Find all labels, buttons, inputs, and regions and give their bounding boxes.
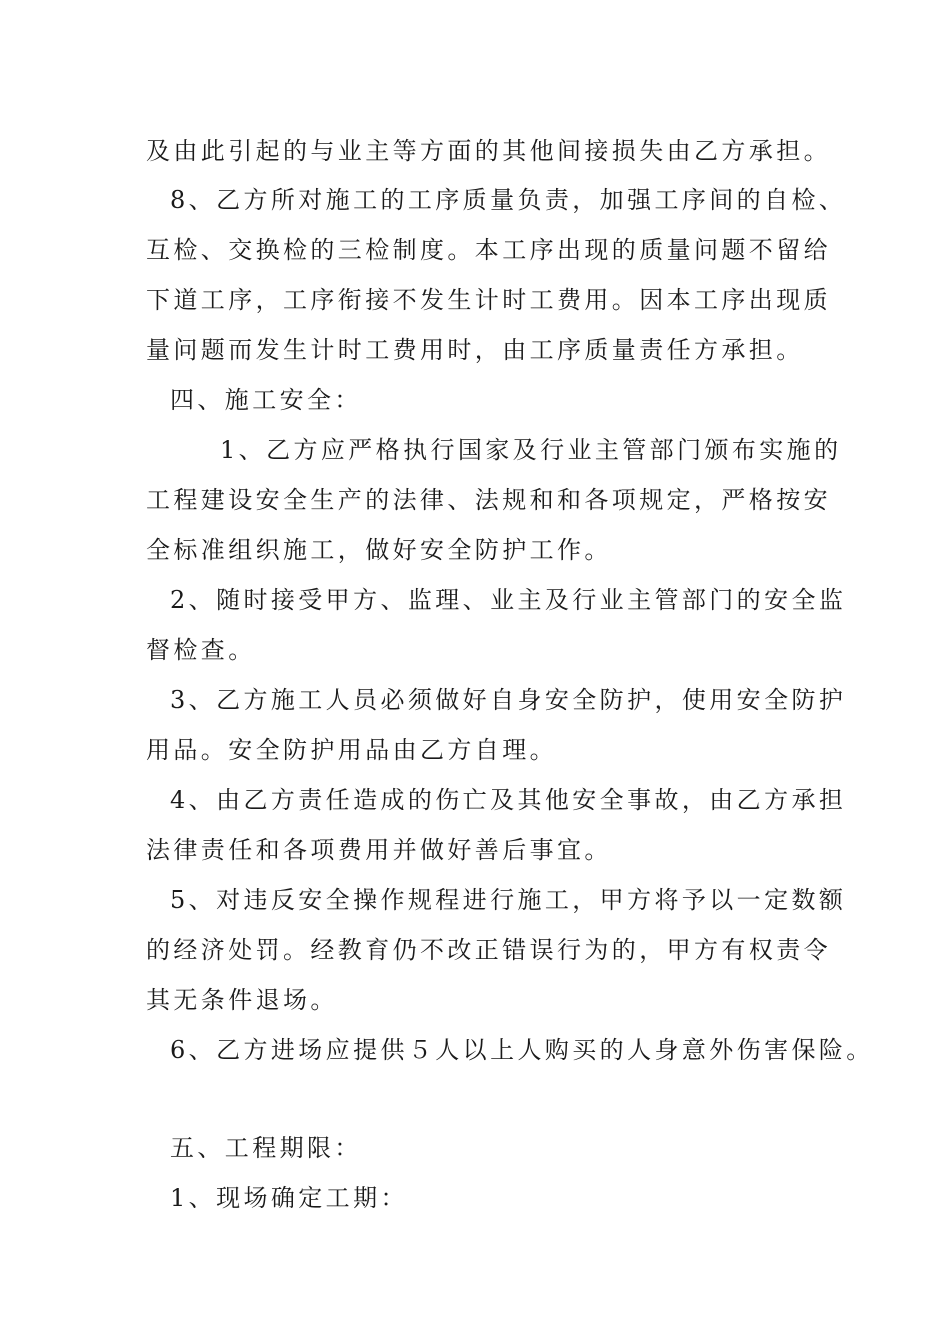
text-line: 3、乙方施工人员必须做好自身安全防护，使用安全防护 bbox=[170, 686, 847, 714]
text-line: 互检、交换检的三检制度。本工序出现的质量问题不留给 bbox=[146, 236, 831, 264]
text-line: 的经济处罚。经教育仍不改正错误行为的，甲方有权责令 bbox=[146, 936, 831, 964]
text-line: 6、乙方进场应提供５人以上人购买的人身意外伤害保险。 bbox=[170, 1036, 874, 1064]
text-line: 量问题而发生计时工费用时，由工序质量责任方承担。 bbox=[146, 336, 804, 364]
text-line: 4、由乙方责任造成的伤亡及其他安全事故，由乙方承担 bbox=[170, 786, 847, 814]
text-line: 工程建设安全生产的法律、法规和和各项规定，严格按安 bbox=[146, 486, 831, 514]
text-line: 用品。安全防护用品由乙方自理。 bbox=[146, 736, 557, 764]
text-line: 2、随时接受甲方、监理、业主及行业主管部门的安全监 bbox=[170, 586, 847, 614]
text-line: 其无条件退场。 bbox=[146, 986, 338, 1014]
text-line: 法律责任和各项费用并做好善后事宜。 bbox=[146, 836, 612, 864]
text-line: 督检查。 bbox=[146, 636, 256, 664]
text-line: 1、乙方应严格执行国家及行业主管部门颁布实施的 bbox=[220, 436, 842, 464]
text-line: 下道工序，工序衔接不发生计时工费用。因本工序出现质 bbox=[146, 286, 831, 314]
text-line: 全标准组织施工，做好安全防护工作。 bbox=[146, 536, 612, 564]
text-line: 5、对违反安全操作规程进行施工，甲方将予以一定数额 bbox=[170, 886, 847, 914]
section-heading: 五、工程期限： bbox=[170, 1134, 362, 1162]
text-line: 8、乙方所对施工的工序质量负责，加强工序间的自检、 bbox=[170, 186, 847, 214]
text-line: 1、现场确定工期： bbox=[170, 1184, 408, 1212]
section-heading: 四、施工安全： bbox=[170, 386, 362, 414]
text-line: 及由此引起的与业主等方面的其他间接损失由乙方承担。 bbox=[146, 137, 831, 165]
